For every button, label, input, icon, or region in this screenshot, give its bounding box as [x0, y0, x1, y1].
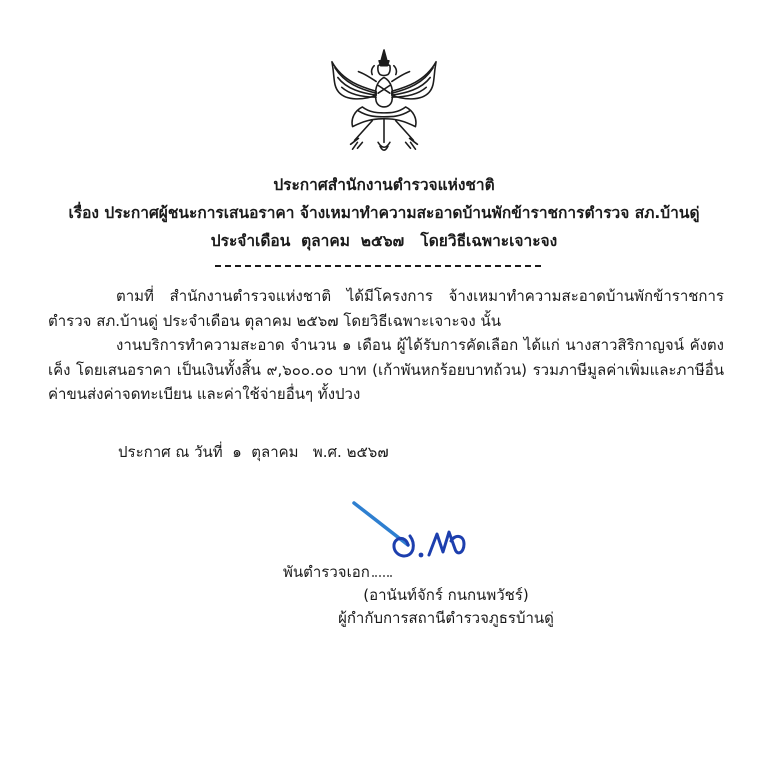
announcement-date: ประกาศ ณ วันที่ ๑ ตุลาคม พ.ศ. ๒๕๖๗	[118, 443, 389, 461]
signer-name: (อานันท์จักร์ กนกนพวัชร์)	[363, 586, 529, 604]
document-subject-line1: เรื่อง ประกาศผู้ชนะการเสนอราคา จ้างเหมาทำความสะอาดบ้านพักข้าราชการตำรวจ สภ.บ้านดู่	[68, 204, 700, 222]
signature-dotted-line	[372, 563, 392, 577]
document-subject-line2: ประจำเดือน ตุลาคม ๒๕๖๗ โดยวิธีเฉพาะเจาะจง	[210, 232, 558, 250]
garuda-emblem	[0, 48, 768, 166]
separator-dashed-line	[215, 265, 541, 267]
signature-dot	[419, 553, 424, 558]
paragraph-project-reference: ตามที่ สำนักงานตำรวจแห่งชาติ ได้มีโครงการ จ้างเหมาทำความสะอาดบ้านพักข้าราชการตำรวจ สภ.บ้านดู่ ประจำเดือน ตุลาคม ๒๕๖๗ โดยวิธีเฉพาะเจาะจง นั้น	[48, 287, 724, 330]
signer-position: ผู้กำกับการสถานีตำรวจภูธรบ้านดู่	[338, 609, 554, 627]
paragraph-winner-announcement: งานบริการทำความสะอาด จำนวน ๑ เดือน ผู้ได้รับการคัดเลือก ได้แก่ นางสาวสิริกาญจน์ คังตงเค็ง โดยเสนอราคา เป็นเงินทั้งสิ้น ๙,๖๐๐.๐๐ บาท (เก้าพันหกร้อยบาทถ้วน) รวมภาษีมูลค่าเพิ่มและภาษีอื่น ค่าขนส่งค่าจดทะเบียน และค่าใช้จ่ายอื่นๆ ทั้งปวง	[48, 336, 724, 404]
garuda-emblem-icon	[325, 48, 443, 162]
document-body	[48, 284, 724, 407]
document-title: ประกาศสำนักงานตำรวจแห่งชาติ	[273, 176, 495, 194]
signer-rank: พันตำรวจเอก	[283, 563, 370, 581]
signer-rank-row	[283, 560, 392, 584]
